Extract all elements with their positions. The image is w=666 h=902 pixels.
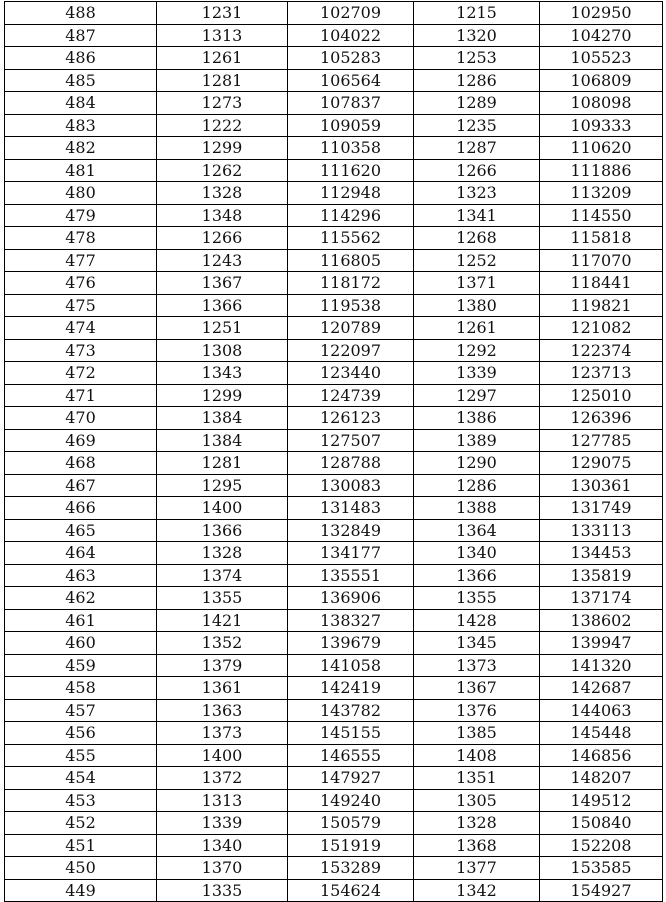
cumulative-b-cell: 106809 <box>540 69 663 92</box>
table-row <box>5 69 663 92</box>
table-row <box>5 384 663 407</box>
count-b-cell: 1253 <box>414 47 540 70</box>
count-b-cell: 1371 <box>414 272 540 295</box>
score-cell: 477 <box>5 249 157 272</box>
cumulative-b-cell: 111886 <box>540 159 663 182</box>
score-cell: 463 <box>5 564 157 587</box>
count-b-cell: 1367 <box>414 677 540 700</box>
cumulative-b-cell: 138602 <box>540 609 663 632</box>
cumulative-a-cell: 150579 <box>288 812 414 835</box>
cumulative-b-cell: 153585 <box>540 857 663 880</box>
cumulative-b-cell: 102950 <box>540 2 663 25</box>
table-row <box>5 24 663 47</box>
table-row <box>5 542 663 565</box>
count-a-cell: 1421 <box>157 609 288 632</box>
cumulative-a-cell: 154624 <box>288 879 414 902</box>
score-cell: 479 <box>5 204 157 227</box>
cumulative-b-cell: 114550 <box>540 204 663 227</box>
count-a-cell: 1295 <box>157 474 288 497</box>
cumulative-b-cell: 149512 <box>540 789 663 812</box>
table-row <box>5 249 663 272</box>
table-row <box>5 654 663 677</box>
count-b-cell: 1339 <box>414 362 540 385</box>
cumulative-a-cell: 130083 <box>288 474 414 497</box>
count-b-cell: 1385 <box>414 722 540 745</box>
count-a-cell: 1355 <box>157 587 288 610</box>
cumulative-a-cell: 142419 <box>288 677 414 700</box>
cumulative-b-cell: 126396 <box>540 407 663 430</box>
cumulative-a-cell: 141058 <box>288 654 414 677</box>
table-row <box>5 114 663 137</box>
count-b-cell: 1389 <box>414 429 540 452</box>
cumulative-a-cell: 114296 <box>288 204 414 227</box>
count-b-cell: 1286 <box>414 474 540 497</box>
count-b-cell: 1351 <box>414 767 540 790</box>
count-b-cell: 1341 <box>414 204 540 227</box>
count-a-cell: 1299 <box>157 137 288 160</box>
table-row <box>5 294 663 317</box>
cumulative-a-cell: 116805 <box>288 249 414 272</box>
count-a-cell: 1370 <box>157 857 288 880</box>
cumulative-a-cell: 124739 <box>288 384 414 407</box>
score-cell: 475 <box>5 294 157 317</box>
cumulative-a-cell: 126123 <box>288 407 414 430</box>
table-row <box>5 182 663 205</box>
count-a-cell: 1367 <box>157 272 288 295</box>
table-row <box>5 429 663 452</box>
cumulative-b-cell: 125010 <box>540 384 663 407</box>
cumulative-b-cell: 119821 <box>540 294 663 317</box>
cumulative-b-cell: 108098 <box>540 92 663 115</box>
cumulative-b-cell: 121082 <box>540 317 663 340</box>
count-b-cell: 1268 <box>414 227 540 250</box>
count-b-cell: 1261 <box>414 317 540 340</box>
score-table-body <box>5 2 663 902</box>
table-row <box>5 834 663 857</box>
cumulative-b-cell: 145448 <box>540 722 663 745</box>
table-row <box>5 452 663 475</box>
cumulative-b-cell: 137174 <box>540 587 663 610</box>
cumulative-a-cell: 128788 <box>288 452 414 475</box>
count-a-cell: 1348 <box>157 204 288 227</box>
table-row <box>5 564 663 587</box>
count-b-cell: 1366 <box>414 564 540 587</box>
cumulative-b-cell: 109333 <box>540 114 663 137</box>
cumulative-b-cell: 113209 <box>540 182 663 205</box>
cumulative-a-cell: 153289 <box>288 857 414 880</box>
score-cell: 464 <box>5 542 157 565</box>
count-b-cell: 1286 <box>414 69 540 92</box>
score-cell: 485 <box>5 69 157 92</box>
score-cell: 466 <box>5 497 157 520</box>
score-cell: 461 <box>5 609 157 632</box>
score-cell: 465 <box>5 519 157 542</box>
table-row <box>5 857 663 880</box>
cumulative-b-cell: 150840 <box>540 812 663 835</box>
table-row <box>5 272 663 295</box>
cumulative-a-cell: 107837 <box>288 92 414 115</box>
cumulative-b-cell: 110620 <box>540 137 663 160</box>
count-b-cell: 1305 <box>414 789 540 812</box>
score-cell: 484 <box>5 92 157 115</box>
count-b-cell: 1345 <box>414 632 540 655</box>
count-a-cell: 1251 <box>157 317 288 340</box>
score-cell: 487 <box>5 24 157 47</box>
table-row <box>5 362 663 385</box>
score-cell: 452 <box>5 812 157 835</box>
count-a-cell: 1384 <box>157 429 288 452</box>
cumulative-a-cell: 115562 <box>288 227 414 250</box>
cumulative-b-cell: 115818 <box>540 227 663 250</box>
cumulative-b-cell: 105523 <box>540 47 663 70</box>
score-table <box>4 1 663 902</box>
table-row <box>5 204 663 227</box>
count-a-cell: 1372 <box>157 767 288 790</box>
count-b-cell: 1364 <box>414 519 540 542</box>
count-a-cell: 1313 <box>157 24 288 47</box>
count-b-cell: 1266 <box>414 159 540 182</box>
count-a-cell: 1328 <box>157 542 288 565</box>
table-row <box>5 789 663 812</box>
score-cell: 481 <box>5 159 157 182</box>
count-b-cell: 1388 <box>414 497 540 520</box>
cumulative-a-cell: 104022 <box>288 24 414 47</box>
cumulative-a-cell: 134177 <box>288 542 414 565</box>
score-cell: 482 <box>5 137 157 160</box>
score-cell: 473 <box>5 339 157 362</box>
cumulative-a-cell: 112948 <box>288 182 414 205</box>
cumulative-a-cell: 127507 <box>288 429 414 452</box>
score-cell: 468 <box>5 452 157 475</box>
count-a-cell: 1231 <box>157 2 288 25</box>
score-cell: 453 <box>5 789 157 812</box>
score-cell: 451 <box>5 834 157 857</box>
cumulative-b-cell: 117070 <box>540 249 663 272</box>
cumulative-a-cell: 109059 <box>288 114 414 137</box>
table-row <box>5 92 663 115</box>
score-cell: 469 <box>5 429 157 452</box>
cumulative-b-cell: 139947 <box>540 632 663 655</box>
score-cell: 472 <box>5 362 157 385</box>
score-cell: 455 <box>5 744 157 767</box>
count-b-cell: 1368 <box>414 834 540 857</box>
table-row <box>5 159 663 182</box>
cumulative-a-cell: 102709 <box>288 2 414 25</box>
cumulative-a-cell: 132849 <box>288 519 414 542</box>
count-a-cell: 1243 <box>157 249 288 272</box>
score-cell: 483 <box>5 114 157 137</box>
table-row <box>5 587 663 610</box>
count-b-cell: 1320 <box>414 24 540 47</box>
score-cell: 459 <box>5 654 157 677</box>
table-row <box>5 699 663 722</box>
cumulative-b-cell: 118441 <box>540 272 663 295</box>
count-a-cell: 1308 <box>157 339 288 362</box>
table-row <box>5 767 663 790</box>
count-b-cell: 1323 <box>414 182 540 205</box>
count-b-cell: 1373 <box>414 654 540 677</box>
cumulative-a-cell: 118172 <box>288 272 414 295</box>
count-a-cell: 1363 <box>157 699 288 722</box>
score-cell: 458 <box>5 677 157 700</box>
score-cell: 457 <box>5 699 157 722</box>
cumulative-b-cell: 144063 <box>540 699 663 722</box>
table-row <box>5 879 663 902</box>
cumulative-a-cell: 105283 <box>288 47 414 70</box>
score-cell: 480 <box>5 182 157 205</box>
cumulative-a-cell: 123440 <box>288 362 414 385</box>
count-a-cell: 1366 <box>157 294 288 317</box>
table-row <box>5 2 663 25</box>
count-b-cell: 1340 <box>414 542 540 565</box>
count-b-cell: 1328 <box>414 812 540 835</box>
count-b-cell: 1386 <box>414 407 540 430</box>
score-cell: 488 <box>5 2 157 25</box>
count-b-cell: 1290 <box>414 452 540 475</box>
cumulative-b-cell: 146856 <box>540 744 663 767</box>
count-b-cell: 1355 <box>414 587 540 610</box>
table-row <box>5 497 663 520</box>
table-row <box>5 519 663 542</box>
cumulative-b-cell: 130361 <box>540 474 663 497</box>
cumulative-a-cell: 111620 <box>288 159 414 182</box>
count-b-cell: 1287 <box>414 137 540 160</box>
count-a-cell: 1313 <box>157 789 288 812</box>
score-cell: 462 <box>5 587 157 610</box>
cumulative-b-cell: 134453 <box>540 542 663 565</box>
count-b-cell: 1289 <box>414 92 540 115</box>
cumulative-a-cell: 149240 <box>288 789 414 812</box>
count-a-cell: 1361 <box>157 677 288 700</box>
score-cell: 478 <box>5 227 157 250</box>
count-b-cell: 1408 <box>414 744 540 767</box>
cumulative-a-cell: 106564 <box>288 69 414 92</box>
cumulative-a-cell: 136906 <box>288 587 414 610</box>
count-a-cell: 1366 <box>157 519 288 542</box>
count-b-cell: 1377 <box>414 857 540 880</box>
cumulative-a-cell: 139679 <box>288 632 414 655</box>
table-row <box>5 227 663 250</box>
cumulative-b-cell: 142687 <box>540 677 663 700</box>
count-a-cell: 1299 <box>157 384 288 407</box>
table-row <box>5 339 663 362</box>
cumulative-a-cell: 122097 <box>288 339 414 362</box>
cumulative-a-cell: 138327 <box>288 609 414 632</box>
score-cell: 460 <box>5 632 157 655</box>
cumulative-b-cell: 154927 <box>540 879 663 902</box>
table-row <box>5 609 663 632</box>
count-a-cell: 1384 <box>157 407 288 430</box>
cumulative-b-cell: 152208 <box>540 834 663 857</box>
cumulative-b-cell: 131749 <box>540 497 663 520</box>
table-row <box>5 744 663 767</box>
table-row <box>5 632 663 655</box>
count-b-cell: 1428 <box>414 609 540 632</box>
count-a-cell: 1273 <box>157 92 288 115</box>
count-b-cell: 1235 <box>414 114 540 137</box>
count-a-cell: 1222 <box>157 114 288 137</box>
cumulative-a-cell: 119538 <box>288 294 414 317</box>
count-a-cell: 1374 <box>157 564 288 587</box>
count-a-cell: 1328 <box>157 182 288 205</box>
count-b-cell: 1342 <box>414 879 540 902</box>
cumulative-a-cell: 146555 <box>288 744 414 767</box>
cumulative-b-cell: 122374 <box>540 339 663 362</box>
cumulative-b-cell: 123713 <box>540 362 663 385</box>
cumulative-b-cell: 148207 <box>540 767 663 790</box>
count-a-cell: 1379 <box>157 654 288 677</box>
score-cell: 471 <box>5 384 157 407</box>
table-row <box>5 317 663 340</box>
count-b-cell: 1380 <box>414 294 540 317</box>
cumulative-b-cell: 127785 <box>540 429 663 452</box>
score-cell: 454 <box>5 767 157 790</box>
cumulative-a-cell: 147927 <box>288 767 414 790</box>
table-row <box>5 812 663 835</box>
count-a-cell: 1266 <box>157 227 288 250</box>
table-row <box>5 137 663 160</box>
count-a-cell: 1343 <box>157 362 288 385</box>
count-a-cell: 1400 <box>157 497 288 520</box>
count-a-cell: 1340 <box>157 834 288 857</box>
score-cell: 467 <box>5 474 157 497</box>
count-b-cell: 1376 <box>414 699 540 722</box>
count-b-cell: 1292 <box>414 339 540 362</box>
count-a-cell: 1335 <box>157 879 288 902</box>
count-a-cell: 1281 <box>157 69 288 92</box>
cumulative-b-cell: 133113 <box>540 519 663 542</box>
cumulative-b-cell: 129075 <box>540 452 663 475</box>
count-b-cell: 1252 <box>414 249 540 272</box>
table-row <box>5 474 663 497</box>
score-cell: 449 <box>5 879 157 902</box>
count-a-cell: 1339 <box>157 812 288 835</box>
cumulative-a-cell: 131483 <box>288 497 414 520</box>
table-row <box>5 407 663 430</box>
count-a-cell: 1373 <box>157 722 288 745</box>
score-cell: 476 <box>5 272 157 295</box>
score-cell: 456 <box>5 722 157 745</box>
cumulative-b-cell: 135819 <box>540 564 663 587</box>
cumulative-a-cell: 110358 <box>288 137 414 160</box>
table-row <box>5 722 663 745</box>
cumulative-b-cell: 141320 <box>540 654 663 677</box>
count-a-cell: 1262 <box>157 159 288 182</box>
score-cell: 450 <box>5 857 157 880</box>
cumulative-b-cell: 104270 <box>540 24 663 47</box>
count-b-cell: 1215 <box>414 2 540 25</box>
score-cell: 470 <box>5 407 157 430</box>
cumulative-a-cell: 151919 <box>288 834 414 857</box>
count-a-cell: 1400 <box>157 744 288 767</box>
cumulative-a-cell: 143782 <box>288 699 414 722</box>
count-b-cell: 1297 <box>414 384 540 407</box>
score-cell: 486 <box>5 47 157 70</box>
table-row <box>5 677 663 700</box>
count-a-cell: 1261 <box>157 47 288 70</box>
count-a-cell: 1352 <box>157 632 288 655</box>
table-row <box>5 47 663 70</box>
cumulative-a-cell: 145155 <box>288 722 414 745</box>
score-cell: 474 <box>5 317 157 340</box>
cumulative-a-cell: 120789 <box>288 317 414 340</box>
cumulative-a-cell: 135551 <box>288 564 414 587</box>
count-a-cell: 1281 <box>157 452 288 475</box>
